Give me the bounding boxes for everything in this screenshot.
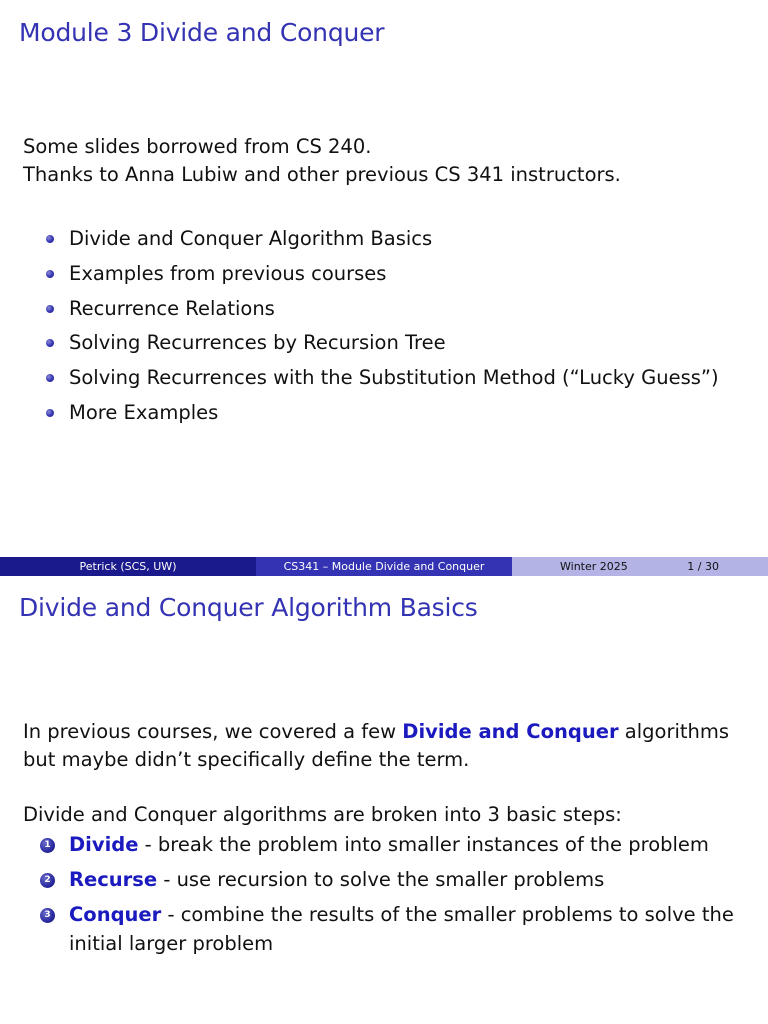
paragraph-text: In previous courses, we covered a few: [23, 720, 403, 743]
intro-paragraph: [23, 718, 753, 774]
step-item: [40, 900, 740, 958]
intro-text: [23, 133, 621, 189]
step-term: Divide: [69, 833, 139, 856]
step-text: - break the problem into smaller instances of the problem: [138, 833, 709, 856]
slide-footer: [0, 557, 768, 576]
slide-2: [0, 576, 768, 1024]
bullet-icon: [46, 409, 54, 417]
outline-item-label: Divide and Conquer Algorithm Basics: [69, 227, 433, 250]
outline-item-label: More Examples: [69, 400, 219, 424]
step-number-icon: 3: [40, 908, 55, 923]
emphasized-term: Divide and Conquer: [402, 720, 619, 743]
step-item: [40, 865, 740, 894]
outline-item: [46, 364, 719, 399]
bullet-icon: [46, 305, 54, 313]
outline-item-label: Solving Recurrences with the Substitution Method (“Lucky Guess”): [69, 366, 719, 390]
steps-list: [40, 830, 740, 964]
outline-item: [46, 329, 719, 364]
footer-course-title: CS341 – Module Divide and Conquer: [256, 557, 512, 576]
bullet-icon: [46, 235, 54, 243]
intro-line: Some slides borrowed from CS 240.: [23, 135, 372, 158]
paragraph-text: algorithms but maybe didn’t specifically define the term.: [23, 720, 730, 771]
bullet-icon: [46, 339, 54, 347]
step-item: [40, 830, 740, 859]
outline-item: [46, 260, 719, 295]
footer-author: Petrick (SCS, UW): [0, 557, 256, 576]
slide-title: Divide and Conquer Algorithm Basics: [19, 593, 478, 622]
bullet-icon: [46, 374, 54, 382]
outline-item-label: Solving Recurrences by Recursion Tree: [69, 331, 446, 355]
outline-item: [46, 295, 719, 330]
outline-list: [46, 225, 719, 434]
outline-item-label: Examples from previous courses: [69, 261, 387, 285]
step-text: - combine the results of the smaller problems to solve the initial larger problem: [69, 903, 734, 955]
step-text: - use recursion to solve the smaller problems: [157, 868, 605, 891]
step-number-icon: 1: [40, 838, 55, 853]
footer-term: Winter 2025: [560, 560, 628, 573]
steps-intro: Divide and Conquer algorithms are broken into 3 basic steps:: [23, 803, 622, 826]
outline-item: [46, 225, 719, 260]
outline-item-label: Recurrence Relations: [69, 296, 275, 320]
slide-title: Module 3 Divide and Conquer: [19, 18, 385, 47]
step-term: Conquer: [69, 903, 162, 926]
footer-page-number: 1 / 30: [687, 560, 719, 573]
bullet-icon: [46, 270, 54, 278]
step-number-icon: 2: [40, 873, 55, 888]
step-term: Recurse: [69, 868, 158, 891]
outline-item: [46, 399, 719, 434]
footer-date-page: [512, 557, 768, 576]
intro-line: Thanks to Anna Lubiw and other previous CS 341 instructors.: [23, 163, 621, 186]
